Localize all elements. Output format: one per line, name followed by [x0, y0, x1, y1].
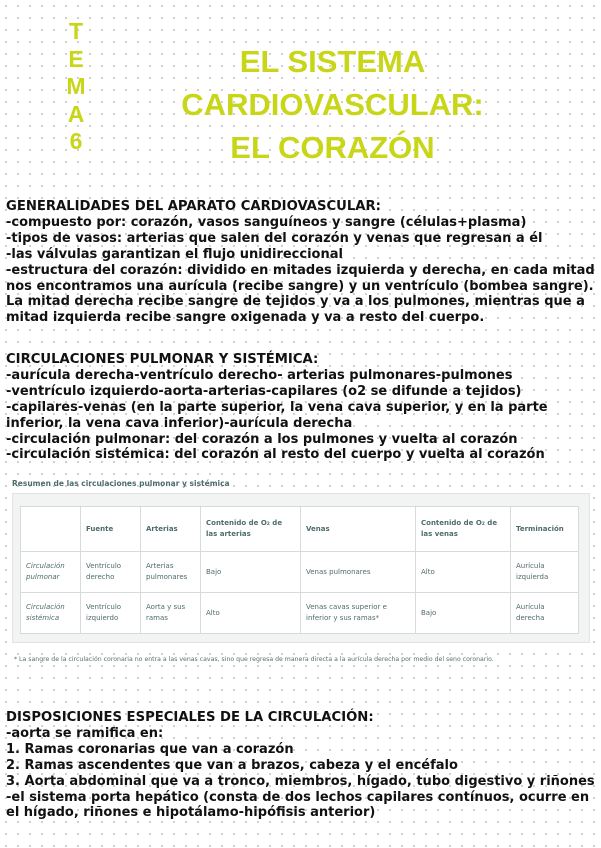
vertical-letter: E	[68, 45, 84, 72]
vertical-letter: T	[68, 18, 84, 44]
section-heading: CIRCULACIONES PULMONAR Y SISTÉMICA:	[6, 352, 319, 367]
table-row	[21, 593, 579, 634]
header-cell: Contenido de O₂ de las arterias	[201, 507, 301, 552]
circulation-summary-table	[20, 506, 579, 634]
section-disposiciones	[6, 710, 598, 821]
text-line: 3. Aorta abdominal que va a tronco, miembros, hígado, tubo digestivo y riñones	[6, 773, 595, 789]
vertical-letter: 6	[69, 128, 83, 154]
title-line: EL SISTEMA	[239, 44, 426, 79]
text-line: -aurícula derecha-ventrículo derecho- arterias pulmonares-pulmones	[6, 367, 513, 383]
title-line: EL CORAZÓN	[230, 130, 435, 165]
vertical-letter: M	[66, 73, 86, 99]
table-cell: Ventrículo izquierdo	[81, 593, 141, 634]
table-cell: Bajo	[416, 593, 511, 634]
text-line: -circulación sistémica: del corazón al resto del cuerpo y vuelta al corazón	[6, 447, 545, 463]
text-line: -compuesto por: corazón, vasos sanguíneos y sangre (células+plasma)	[6, 214, 527, 230]
table-cell: Alto	[201, 593, 301, 634]
text-line: -el sistema porta hepático (consta de dos lechos capilares contínuos, ocurre en el hígado, riñones e hipotálamo-hipófisis anterior)	[6, 789, 590, 821]
title-line: CARDIOVASCULAR:	[181, 87, 484, 122]
table-cell: Aorta y sus ramas	[141, 593, 201, 634]
row-label: Circulación pulmonar	[21, 552, 81, 593]
text-line: -estructura del corazón: dividido en mitades izquierda y derecha, en cada mitad nos encontramos una aurícula (recibe sangre) y un ventrículo (bombea sangre). La mitad derecha recibe sangre de tejidos y va a los pulmones, mientras que a mitad izquierda recibe sangre oxigenada y va a resto del cuerpo.	[6, 262, 595, 326]
text-line: -tipos de vasos: arterias que salen del corazón y venas que regresan a él	[6, 230, 543, 246]
table-cell: Venas cavas superior e inferior y sus ramas*	[301, 593, 416, 634]
text-line: 2. Ramas ascendentes que van a brazos, cabeza y el encéfalo	[6, 757, 458, 773]
text-line: -las válvulas garantizan el flujo unidireccional	[6, 246, 343, 262]
section-heading: GENERALIDADES DEL APARATO CARDIOVASCULAR:	[6, 199, 381, 214]
table-cell: Arterias pulmonares	[141, 552, 201, 593]
section-heading: DISPOSICIONES ESPECIALES DE LA CIRCULACIÓN:	[6, 710, 374, 725]
section-circulaciones	[6, 352, 598, 463]
table-header-row	[21, 507, 579, 552]
table-cell: Venas pulmonares	[301, 552, 416, 593]
text-line: -ventrículo izquierdo-aorta-arterias-capilares (o2 se difunde a tejidos)	[6, 383, 522, 399]
table-caption: Resumen de las circulaciones pulmonar y sistémica	[12, 479, 230, 488]
text-line: -capilares-venas (en la parte superior, la vena cava superior, y en la parte inferior, la vena cava inferior)-aurícula derecha	[6, 399, 548, 431]
header-cell: Contenido de O₂ de las venas	[416, 507, 511, 552]
row-label: Circulación sistémica	[21, 593, 81, 634]
header-cell: Venas	[301, 507, 416, 552]
table-cell: Aurícula izquierda	[511, 552, 579, 593]
vertical-letter: A	[67, 100, 85, 127]
text-line: -circulación pulmonar: del corazón a los pulmones y vuelta al corazón	[6, 431, 518, 447]
table-cell: Bajo	[201, 552, 301, 593]
table-cell: Ventrículo derecho	[81, 552, 141, 593]
vertical-topic-label	[66, 18, 86, 156]
section-generalidades	[6, 199, 598, 326]
header-cell: Arterias	[141, 507, 201, 552]
text-line: -aorta se ramifica en:	[6, 725, 164, 741]
page-title	[130, 40, 535, 169]
table-cell: Aurícula derecha	[511, 593, 579, 634]
header-cell	[21, 507, 81, 552]
table-footnote: * La sangre de la circulación coronaria no entra a las venas cavas, sino que regresa de manera directa a la aurícula derecha por medio del seno coronario.	[14, 656, 494, 663]
table-row	[21, 552, 579, 593]
header-cell: Fuente	[81, 507, 141, 552]
table-cell: Alto	[416, 552, 511, 593]
header-cell: Terminación	[511, 507, 579, 552]
text-line: 1. Ramas coronarias que van a corazón	[6, 741, 294, 757]
